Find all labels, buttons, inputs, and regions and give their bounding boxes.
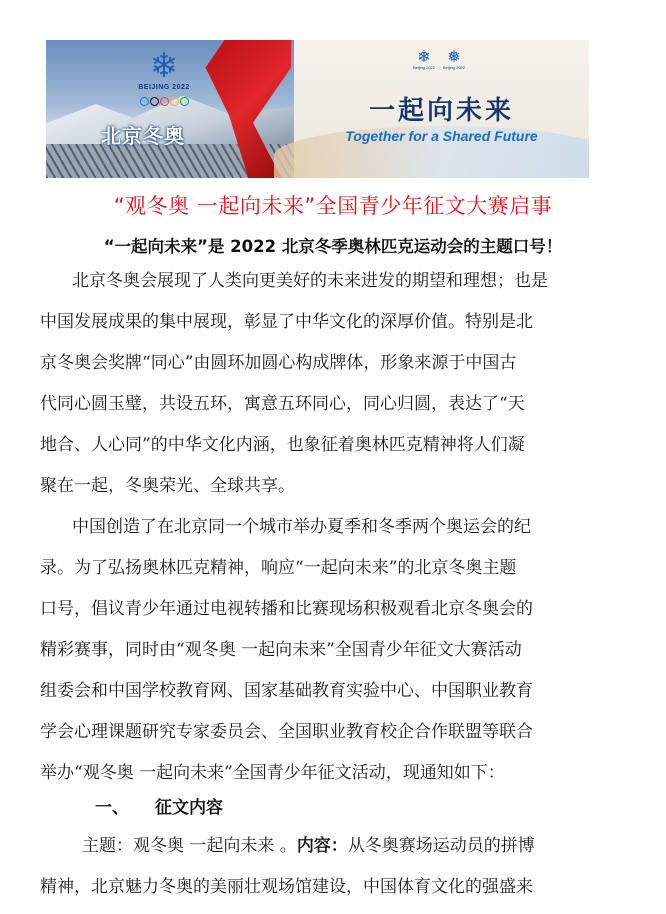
ring-yellow — [170, 97, 179, 106]
ring-red — [160, 97, 169, 106]
content-label: 内容： — [296, 836, 348, 856]
page-subtitle: “一起向未来”是 2022 北京冬季奥林匹克运动会的主题口号！ — [103, 237, 563, 256]
content-continuation-line: 精神，北京魅力冬奥的美丽壮观场馆建设，中国体育文化的强盛来 — [40, 877, 533, 897]
paragraph-1-line: 中国发展成果的集中展现，彰显了中华文化的深厚价值。特别是北 — [40, 312, 533, 332]
paragraph-1-line: 地合、人心同”的中华文化内涵，也象征着奥林匹克精神将人们凝 — [40, 435, 525, 455]
ring-green — [180, 97, 189, 106]
paragraph-2-line: 精彩赛事，同时由“观冬奥 一起向未来”全国青少年征文大赛活动 — [40, 640, 522, 660]
topic-value: 观冬奥 一起向未来 。 — [133, 836, 297, 856]
section-number: 一、 — [95, 798, 129, 818]
paralympic-emblem-icon: ❅ — [447, 47, 461, 66]
beijing-winter-olympics-label: 北京冬奥 — [101, 124, 185, 148]
paragraph-2-line: 录。为了弘扬奥林匹克精神，响应“一起向未来”的北京冬奥主题 — [40, 558, 517, 578]
ring-blue — [140, 97, 149, 106]
paragraph-2-line: 组委会和中国学校教育网、国家基础教育实验中心、中国职业教育 — [40, 681, 533, 701]
content-value: 从冬奥赛场运动员的拼博 — [347, 836, 535, 856]
paralympic-emblem-text: Beijing 2022 — [442, 65, 466, 70]
section-title: 征文内容 — [155, 798, 223, 818]
banner-left-image — [46, 40, 294, 178]
paralympic-emblem — [442, 48, 466, 70]
paragraph-1-line: 北京冬奥会展现了人类向更美好的未来进发的期望和理想；也是 — [72, 271, 548, 291]
olympic-emblem — [412, 48, 436, 70]
olympic-emblem-text: Beijing 2022 — [412, 65, 436, 70]
topic-label: 主题： — [82, 836, 133, 856]
paragraph-2-line: 举办“观冬奥 一起向未来”全国青少年征文活动，现通知如下： — [40, 763, 505, 783]
emblem-icon: ❄ — [149, 46, 179, 86]
paragraph-2-line: 口号，倡议青少年通过电视转播和比赛现场积极观看北京冬奥会的 — [40, 599, 533, 619]
topic-line — [82, 831, 535, 861]
paragraph-2-line: 中国创造了在北京同一个城市举办夏季和冬季两个奥运会的纪 — [72, 517, 531, 537]
paragraph-1-line: 聚在一起，冬奥荣光、全球共享。 — [40, 476, 295, 496]
ring-black — [150, 97, 159, 106]
mini-emblems — [412, 48, 466, 70]
beijing-2022-emblem — [124, 48, 204, 110]
slogan-english: Together for a Shared Future — [345, 128, 538, 144]
emblem-year: BEIJING 2022 — [138, 84, 190, 91]
olympic-rings-icon — [140, 97, 189, 106]
paragraph-1-line: 代同心圆玉璧，共设五环，寓意五环同心，同心归圆，表达了“天 — [40, 394, 525, 414]
slogan-chinese: 一起向未来 — [368, 96, 514, 126]
olympic-emblem-icon: ❄ — [417, 47, 431, 66]
header-banner — [46, 40, 589, 178]
page-title: “观冬奥 一起向未来”全国青少年征文大赛启事 — [113, 194, 553, 218]
section-heading-1 — [95, 793, 223, 818]
paragraph-2-line: 学会心理课题研究专家委员会、全国职业教育校企合作联盟等联合 — [40, 722, 533, 742]
paragraph-1-line: 京冬奥会奖牌“同心”由圆环加圆心构成牌体，形象来源于中国古 — [40, 353, 517, 373]
banner-right-image — [294, 40, 589, 178]
